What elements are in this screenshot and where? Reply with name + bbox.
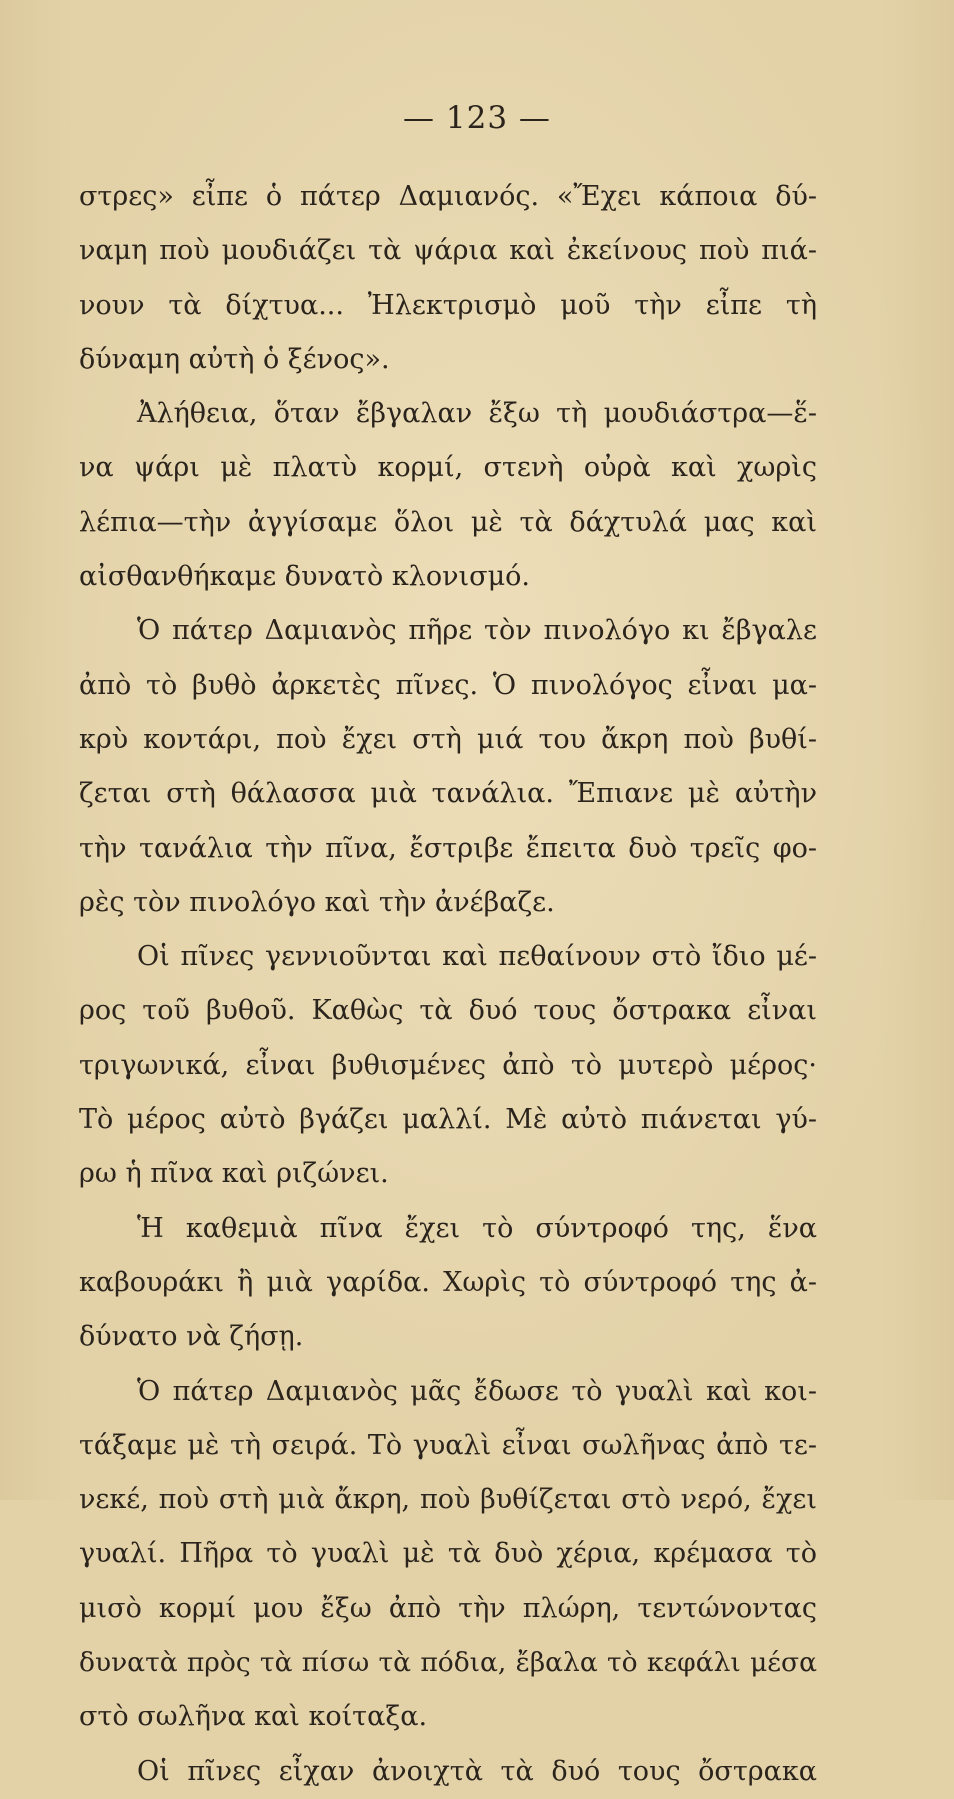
text-line: Τὸ μέρος αὐτὸ βγάζει μαλλί. Μὲ αὐτὸ πιάνεται γύ- bbox=[79, 1104, 817, 1136]
text-line: Οἱ πῖνες εἶχαν ἀνοιχτὰ τὰ δυό τους ὄστρακα bbox=[137, 1755, 817, 1787]
text-line: νεκέ, ποὺ στὴ μιὰ ἄκρη, ποὺ βυθίζεται στὸ νερό, ἔχει bbox=[79, 1484, 817, 1516]
text-line: γυαλί. Πῆρα τὸ γυαλὶ μὲ τὰ δυὸ χέρια, κρέμασα τὸ bbox=[79, 1538, 817, 1570]
text-line: ρος τοῦ βυθοῦ. Καθὼς τὰ δυό τους ὄστρακα εἶναι bbox=[79, 995, 817, 1027]
text-line: ρω ἡ πῖνα καὶ ριζώνει. bbox=[79, 1158, 389, 1190]
text-line: στρες» εἶπε ὁ πάτερ Δαμιανός. «Ἔχει κάποια δύ- bbox=[79, 181, 817, 212]
text-line: Ἀλήθεια, ὅταν ἔβγαλαν ἔξω τὴ μουδιάστρα—ἕ- bbox=[137, 398, 817, 430]
text-line: τὴν τανάλια τὴν πῖνα, ἔστριβε ἔπειτα δυὸ τρεῖς φο- bbox=[79, 832, 817, 864]
text-line: ἀπὸ τὸ βυθὸ ἀρκετὲς πῖνες. Ὁ πινολόγος εἶναι μα- bbox=[79, 669, 817, 701]
text-line: ναμη ποὺ μουδιάζει τὰ ψάρια καὶ ἐκείνους ποὺ πιά- bbox=[79, 235, 817, 267]
text-line: Ἡ καθεμιὰ πῖνα ἔχει τὸ σύντροφό της, ἕνα bbox=[137, 1212, 817, 1244]
text-line: μισὸ κορμί μου ἔξω ἀπὸ τὴν πλώρη, τεντώνοντας bbox=[79, 1592, 817, 1624]
text-line: δύνατο νὰ ζήσῃ. bbox=[79, 1321, 304, 1353]
text-line: ζεται στὴ θάλασσα μιὰ τανάλια. Ἔπιανε μὲ αὐτὴν bbox=[79, 778, 817, 810]
text-line: λέπια—τὴν ἀγγίσαμε ὅλοι μὲ τὰ δάχτυλά μας καὶ bbox=[79, 506, 817, 538]
text-line: νουν τὰ δίχτυα... Ἠλεκτρισμὸ μοῦ τὴν εἶπε τὴ bbox=[79, 289, 817, 321]
body-text bbox=[79, 170, 817, 1799]
text-line: δύναμη αὐτὴ ὁ ξένος». bbox=[79, 343, 390, 375]
text-line: Ὁ πάτερ Δαμιανὸς μᾶς ἔδωσε τὸ γυαλὶ καὶ κοι- bbox=[137, 1375, 817, 1407]
text-line: ρὲς τὸν πινολόγο καὶ τὴν ἀνέβαζε. bbox=[79, 886, 555, 918]
text-line: κρὺ κοντάρι, ποὺ ἔχει στὴ μιά του ἄκρη ποὺ βυθί- bbox=[79, 723, 817, 755]
text-line: καβουράκι ἢ μιὰ γαρίδα. Χωρὶς τὸ σύντροφό της ἀ- bbox=[79, 1266, 817, 1298]
text-line: να ψάρι μὲ πλατὺ κορμί, στενὴ οὐρὰ καὶ χωρὶς bbox=[79, 452, 817, 484]
text-line: στὸ σωλῆνα καὶ κοίταξα. bbox=[79, 1701, 428, 1733]
text-line: αἰσθανθήκαμε δυνατὸ κλονισμό. bbox=[79, 561, 530, 593]
page-number: — 123 — bbox=[403, 100, 551, 136]
text-line: τάξαμε μὲ τὴ σειρά. Τὸ γυαλὶ εἶναι σωλῆνας ἀπὸ τε- bbox=[79, 1429, 817, 1461]
text-line: τριγωνικά, εἶναι βυθισμένες ἀπὸ τὸ μυτερὸ μέρος· bbox=[79, 1049, 817, 1081]
text-line: Ὁ πάτερ Δαμιανὸς πῆρε τὸν πινολόγο κι ἔβγαλε bbox=[137, 615, 817, 647]
text-line: Οἱ πῖνες γεννιοῦνται καὶ πεθαίνουν στὸ ἴδιο μέ- bbox=[137, 941, 817, 973]
text-line: δυνατὰ πρὸς τὰ πίσω τὰ πόδια, ἔβαλα τὸ κεφάλι μέσα bbox=[79, 1647, 817, 1679]
